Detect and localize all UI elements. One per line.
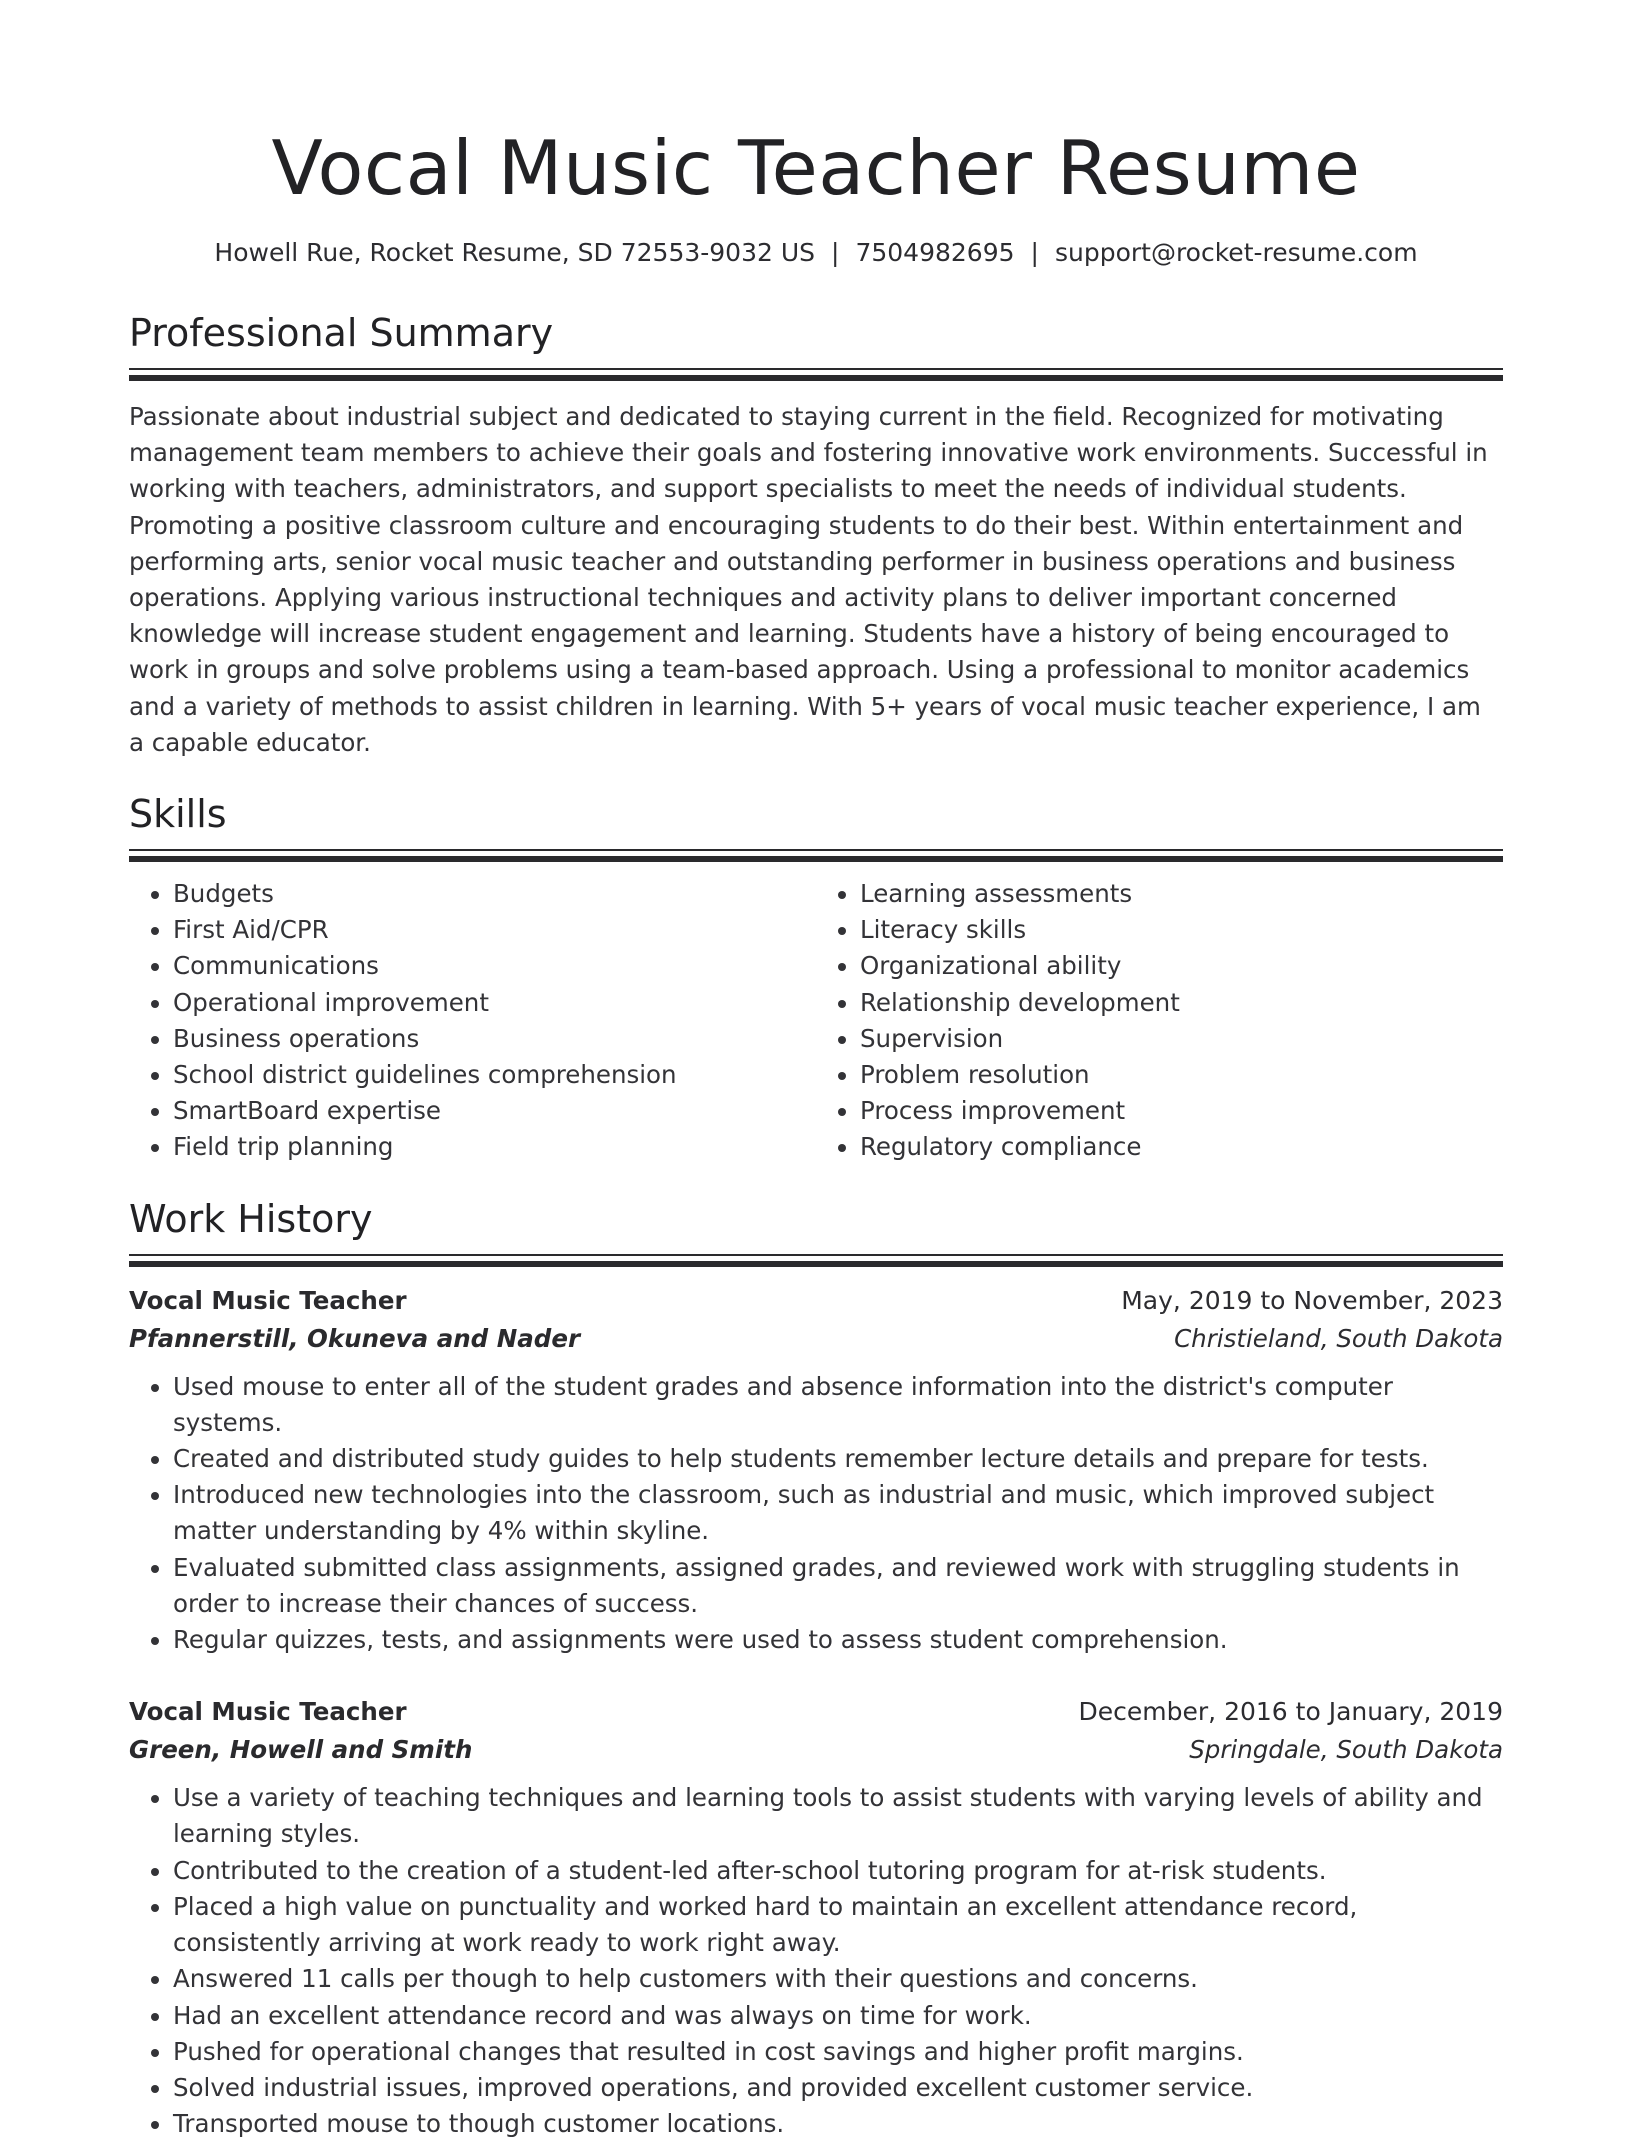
contact-separator: |	[1030, 238, 1039, 267]
professional-summary-section	[129, 310, 1503, 761]
skill-item: • Budgets	[173, 876, 816, 912]
skill-item: • School district guidelines comprehension	[173, 1057, 816, 1093]
skills-section	[129, 791, 1503, 1166]
section-divider	[129, 1254, 1503, 1267]
job-location: Christieland, South Dakota	[1174, 1323, 1503, 1353]
skill-item: • Operational improvement	[173, 985, 816, 1021]
job-bullet-list	[129, 1780, 1503, 2142]
job-bullet-list	[129, 1369, 1503, 1659]
job-bullet: • Had an excellent attendance record and was always on time for work.	[173, 1998, 1503, 2034]
job-entry	[129, 1283, 1503, 1659]
skill-item: • SmartBoard expertise	[173, 1093, 816, 1129]
skills-list-left	[129, 876, 816, 1166]
job-company: Green, Howell and Smith	[129, 1735, 473, 1765]
job-bullet: • Created and distributed study guides to help students remember lecture details and prepare for tests.	[173, 1441, 1503, 1477]
job-bullet: • Solved industrial issues, improved operations, and provided excellent customer service.	[173, 2070, 1503, 2106]
job-entry	[129, 1694, 1503, 2142]
job-location: Springdale, South Dakota	[1189, 1735, 1503, 1765]
resume-title: Vocal Music Teacher Resume	[271, 124, 1361, 212]
job-company: Pfannerstill, Okuneva and Nader	[129, 1323, 581, 1353]
skill-item: • Business operations	[173, 1021, 816, 1057]
job-title: Vocal Music Teacher	[129, 1697, 407, 1727]
job-bullet: • Placed a high value on punctuality and worked hard to maintain an excellent attendance record, consistently arriving at work ready to work right away.	[173, 1889, 1503, 1961]
summary-text: Passionate about industrial subject and dedicated to staying current in the field. Recognized for motivating management team members to achieve their goals and fostering innovative work environments. Successful in working with teachers, administrators, and support specialists to meet the needs of individual students. Promoting a positive classroom culture and encouraging students to do their best. Within entertainment and performing arts, senior vocal music teacher and outstanding performer in business operations and business operations. Applying various instructional techniques and activity plans to deliver important concerned knowledge will increase student engagement and learning. Students have a history of being encouraged to work in groups and solve problems using a team-based approach. Using a professional to monitor academics and a variety of methods to assist children in learning. With 5+ years of vocal music teacher experience, I am a capable educator.	[129, 402, 1488, 757]
section-heading-summary: Professional Summary	[129, 311, 554, 355]
skill-item: • Communications	[173, 948, 816, 984]
job-bullet: • Used mouse to enter all of the student grades and absence information into the district's computer systems.	[173, 1369, 1503, 1441]
section-divider	[129, 849, 1503, 862]
job-dates: May, 2019 to November, 2023	[1121, 1285, 1503, 1315]
skill-item: • Regulatory compliance	[860, 1129, 1503, 1165]
skill-item: • Problem resolution	[860, 1057, 1503, 1093]
contact-phone: 7504982695	[855, 238, 1015, 267]
job-bullet: • Contributed to the creation of a student-led after-school tutoring program for at-risk students.	[173, 1853, 1503, 1889]
work-history-section	[129, 1196, 1503, 2142]
skill-item: • Literacy skills	[860, 912, 1503, 948]
skill-item: • Organizational ability	[860, 948, 1503, 984]
skill-item: • First Aid/CPR	[173, 912, 816, 948]
skills-grid	[129, 876, 1503, 1166]
job-bullet: • Introduced new technologies into the classroom, such as industrial and music, which improved subject matter understanding by 4% within skyline.	[173, 1477, 1503, 1549]
job-bullet: • Regular quizzes, tests, and assignments were used to assess student comprehension.	[173, 1622, 1503, 1658]
job-bullet: • Transported mouse to though customer locations.	[173, 2106, 1503, 2142]
skill-item: • Field trip planning	[173, 1129, 816, 1165]
skill-item: • Process improvement	[860, 1093, 1503, 1129]
skill-item: • Supervision	[860, 1021, 1503, 1057]
job-bullet: • Evaluated submitted class assignments, assigned grades, and reviewed work with struggling students in order to increase their chances of success.	[173, 1550, 1503, 1622]
job-title: Vocal Music Teacher	[129, 1285, 407, 1315]
contact-address: Howell Rue, Rocket Resume, SD 72553-9032 US	[214, 238, 816, 267]
contact-email: support@rocket-resume.com	[1054, 238, 1418, 267]
skills-list-right	[816, 876, 1503, 1166]
job-bullet: • Pushed for operational changes that resulted in cost savings and higher profit margins.	[173, 2034, 1503, 2070]
section-heading-skills: Skills	[129, 792, 227, 837]
job-bullet: • Answered 11 calls per though to help customers with their questions and concerns.	[173, 1961, 1503, 1997]
skill-item: • Learning assessments	[860, 876, 1503, 912]
contact-line	[129, 236, 1503, 270]
contact-separator: |	[831, 238, 840, 267]
skill-item: • Relationship development	[860, 985, 1503, 1021]
job-dates: December, 2016 to January, 2019	[1078, 1697, 1503, 1727]
section-heading-work-history: Work History	[129, 1196, 373, 1241]
section-divider	[129, 368, 1503, 381]
job-bullet: • Use a variety of teaching techniques and learning tools to assist students with varying levels of ability and learning styles.	[173, 1780, 1503, 1852]
